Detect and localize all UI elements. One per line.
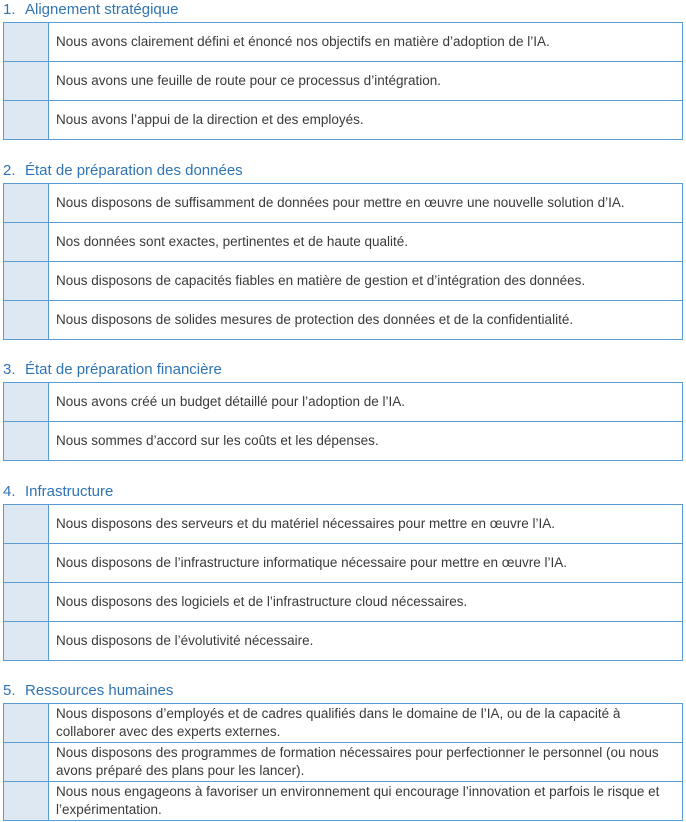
checklist-ressources-humaines [3, 703, 683, 821]
checkbox[interactable] [4, 782, 49, 821]
checklist-item-text: Nous disposons des serveurs et du matériel nécessaires pour mettre en œuvre l’IA. [49, 505, 683, 544]
checklist-row [4, 301, 683, 340]
checklist-row [4, 422, 683, 461]
checkbox[interactable] [4, 704, 49, 743]
section-number: 5. [3, 682, 16, 699]
checklist-item-text: Nous nous engageons à favoriser un environnement qui encourage l’innovation et parfois le risque et l’expérimentation. [49, 782, 683, 821]
checklist-row [4, 184, 683, 223]
checklist-item-text: Nous sommes d’accord sur les coûts et les dépenses. [49, 422, 683, 461]
checklist-item-text: Nous disposons de solides mesures de protection des données et de la confidentialité. [49, 301, 683, 340]
checklist-item-text: Nous avons créé un budget détaillé pour l’adoption de l’IA. [49, 383, 683, 422]
section-title-infrastructure [3, 483, 113, 501]
checkbox[interactable] [4, 505, 49, 544]
section-number: 2. [3, 162, 16, 179]
section-title-text: Infrastructure [25, 483, 114, 500]
checklist-financiere [3, 382, 683, 461]
checklist-alignement [3, 22, 683, 140]
checklist-row [4, 383, 683, 422]
checklist-row [4, 622, 683, 661]
checklist-item-text: Nos données sont exactes, pertinentes et de haute qualité. [49, 223, 683, 262]
checklist-row [4, 544, 683, 583]
checklist-item-text: Nous disposons d’employés et de cadres qualifiés dans le domaine de l’IA, ou de la capacité à collaborer avec des experts externes. [49, 704, 683, 743]
checklist-row [4, 262, 683, 301]
checkbox[interactable] [4, 583, 49, 622]
checkbox[interactable] [4, 383, 49, 422]
checkbox[interactable] [4, 622, 49, 661]
checkbox[interactable] [4, 62, 49, 101]
section-title-financiere [3, 361, 222, 379]
checkbox[interactable] [4, 544, 49, 583]
checkbox[interactable] [4, 743, 49, 782]
checkbox[interactable] [4, 262, 49, 301]
checkbox[interactable] [4, 184, 49, 223]
checkbox[interactable] [4, 101, 49, 140]
section-title-donnees [3, 162, 243, 180]
checklist-row [4, 62, 683, 101]
section-title-alignement [3, 1, 178, 19]
section-number: 4. [3, 483, 16, 500]
section-title-text: Alignement stratégique [25, 1, 179, 18]
section-title-text: État de préparation financière [25, 361, 222, 378]
checklist-row [4, 583, 683, 622]
checklist-row [4, 223, 683, 262]
checklist-item-text: Nous disposons de l’évolutivité nécessaire. [49, 622, 683, 661]
checklist-infrastructure [3, 504, 683, 661]
checkbox[interactable] [4, 422, 49, 461]
checklist-row [4, 704, 683, 743]
checklist-row [4, 743, 683, 782]
section-title-text: Ressources humaines [25, 682, 174, 699]
checklist-item-text: Nous disposons de l’infrastructure informatique nécessaire pour mettre en œuvre l’IA. [49, 544, 683, 583]
checklist-row [4, 23, 683, 62]
checklist-item-text: Nous avons clairement défini et énoncé nos objectifs en matière d’adoption de l’IA. [49, 23, 683, 62]
checklist-row [4, 101, 683, 140]
checklist-donnees [3, 183, 683, 340]
checklist-item-text: Nous disposons des logiciels et de l’infrastructure cloud nécessaires. [49, 583, 683, 622]
checklist-item-text: Nous disposons des programmes de formation nécessaires pour perfectionner le personnel (ou nous avons préparé des plans pour les lancer). [49, 743, 683, 782]
checkbox[interactable] [4, 223, 49, 262]
checkbox[interactable] [4, 23, 49, 62]
checklist-item-text: Nous avons l’appui de la direction et des employés. [49, 101, 683, 140]
checklist-row [4, 505, 683, 544]
section-title-ressources-humaines [3, 682, 173, 700]
checklist-item-text: Nous disposons de suffisamment de données pour mettre en œuvre une nouvelle solution d’IA. [49, 184, 683, 223]
checklist-item-text: Nous avons une feuille de route pour ce processus d’intégration. [49, 62, 683, 101]
checklist-row [4, 782, 683, 821]
checklist-item-text: Nous disposons de capacités fiables en matière de gestion et d’intégration des données. [49, 262, 683, 301]
section-title-text: État de préparation des données [25, 162, 243, 179]
section-number: 1. [3, 1, 16, 18]
section-number: 3. [3, 361, 16, 378]
checkbox[interactable] [4, 301, 49, 340]
